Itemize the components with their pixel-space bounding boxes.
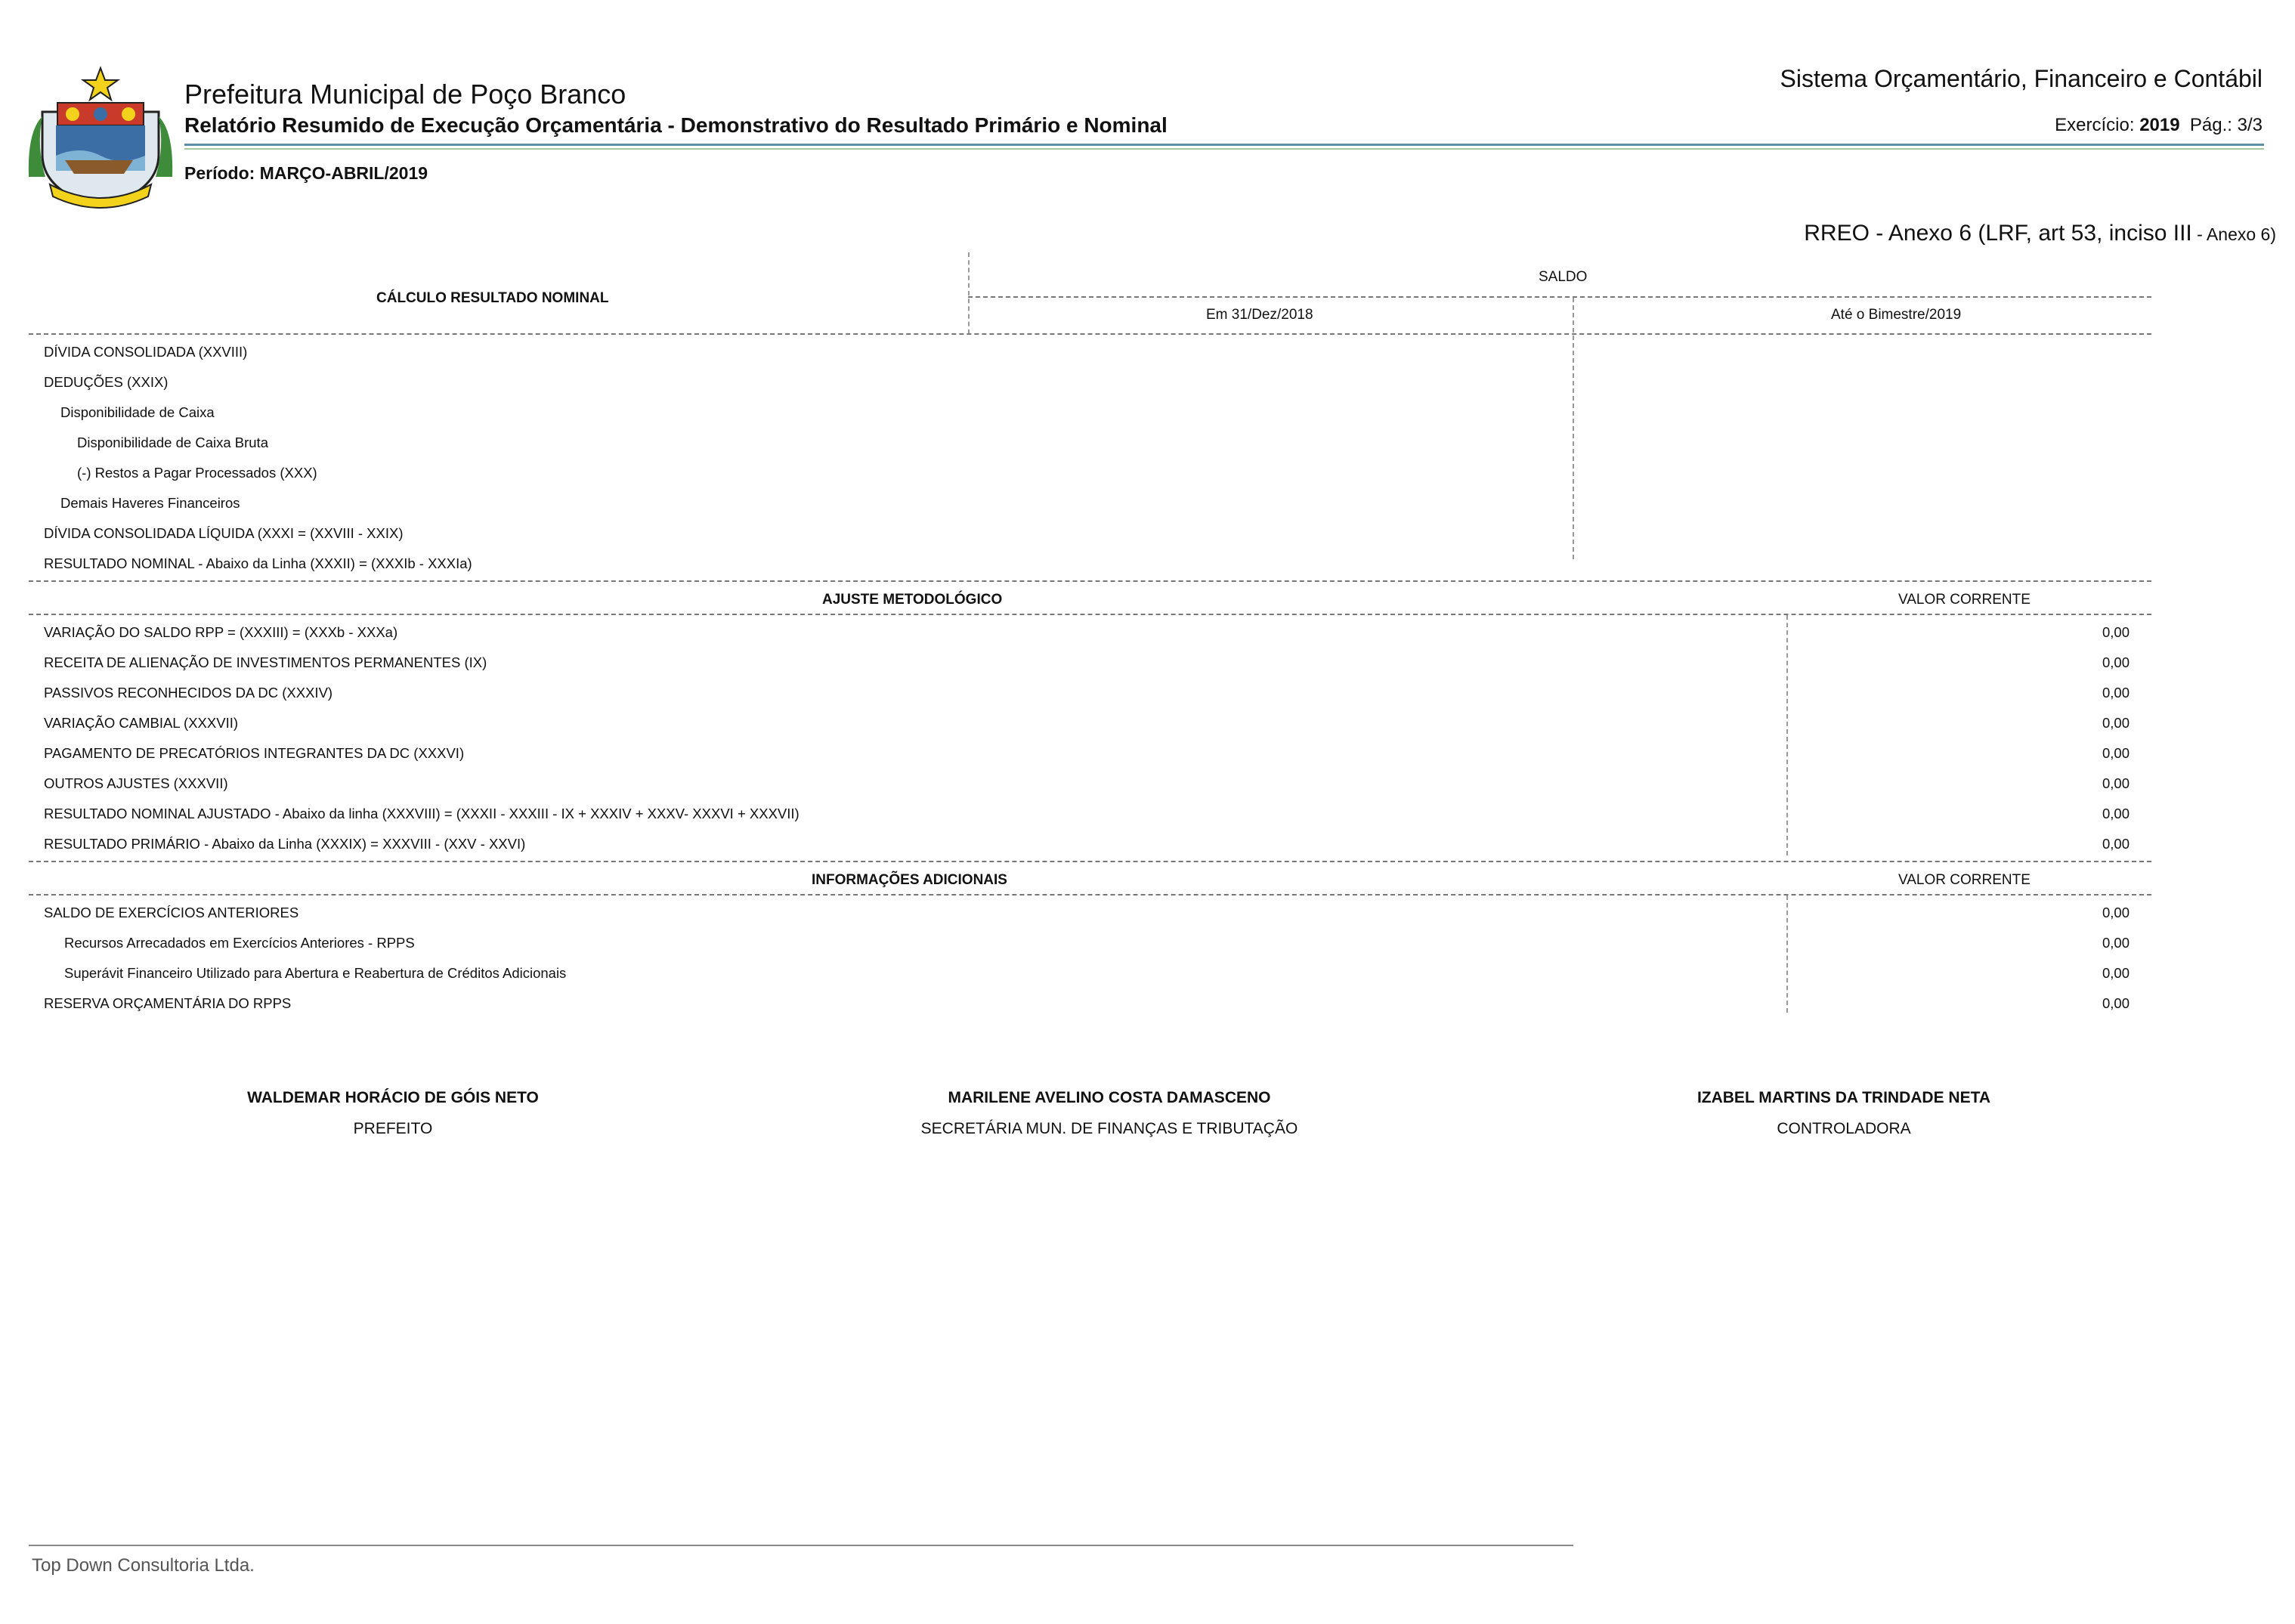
table-cell-value: 0,00 (2102, 654, 2130, 670)
table-cell-value: 0,00 (2102, 965, 2130, 981)
saldo-header: SALDO (1539, 269, 1588, 285)
column-separator (1786, 615, 1788, 855)
exercise-year: 2019 (2139, 115, 2180, 135)
table-row-label: Recursos Arrecadados em Exercícios Anteriores - RPPS (64, 935, 415, 951)
table-row-label: Demais Haveres Financeiros (60, 495, 240, 511)
table-cell-value: 0,00 (2102, 685, 2130, 701)
table-cell-value: 0,00 (2102, 935, 2130, 951)
section-rule (29, 614, 2151, 615)
ajuste-section-title: AJUSTE METODOLÓGICO (822, 592, 1003, 608)
column-separator (1573, 298, 1574, 559)
table-row-label: VARIAÇÃO CAMBIAL (XXXVII) (44, 715, 239, 731)
table-row-label: DÍVIDA CONSOLIDADA LÍQUIDA (XXXI = (XXVIII - XXIX) (44, 525, 404, 541)
table-row-label: DEDUÇÕES (XXIX) (44, 374, 169, 390)
nominal-section-title: CÁLCULO RESULTADO NOMINAL (376, 290, 609, 306)
annex-small: - Anexo 6) (2191, 224, 2276, 244)
table-cell-value: 0,00 (2102, 745, 2130, 761)
period-label: Período: MARÇO-ABRIL/2019 (184, 163, 428, 183)
header-divider (184, 144, 2264, 146)
signature-name: IZABEL MARTINS DA TRINDADE NETA (1697, 1089, 1991, 1106)
column-header-dez2018: Em 31/Dez/2018 (1206, 307, 1313, 323)
footer-divider (29, 1545, 1573, 1546)
table-cell-value: 0,00 (2102, 806, 2130, 821)
signature-role: CONTROLADORA (1777, 1120, 1911, 1137)
table-row-label: (-) Restos a Pagar Processados (XXX) (77, 465, 317, 481)
info-column-header: VALOR CORRENTE (1898, 872, 2031, 888)
annex-main: RREO - Anexo 6 (LRF, art 53, inciso III (1804, 221, 2192, 246)
table-row-label: RESERVA ORÇAMENTÁRIA DO RPPS (44, 995, 292, 1011)
table-row-label: PASSIVOS RECONHECIDOS DA DC (XXXIV) (44, 685, 333, 701)
table-row-label: RESULTADO NOMINAL - Abaixo da Linha (XXXII) = (XXXIb - XXXIa) (44, 555, 472, 571)
annex-reference (1804, 221, 2276, 246)
info-section-title: INFORMAÇÕES ADICIONAIS (812, 872, 1007, 888)
municipal-crest-logo (20, 63, 181, 212)
signature-name: MARILENE AVELINO COSTA DAMASCENO (948, 1089, 1271, 1106)
table-row-label: RESULTADO NOMINAL AJUSTADO - Abaixo da linha (XXXVIII) = (XXXII - XXXIII - IX + XXXIV + XXXV- XXXVI + XXXVII) (44, 806, 800, 821)
table-cell-value: 0,00 (2102, 905, 2130, 920)
footer-credit: Top Down Consultoria Ltda. (32, 1555, 255, 1576)
table-row-label: OUTROS AJUSTES (XXXVII) (44, 775, 228, 791)
system-name: Sistema Orçamentário, Financeiro e Contábil (1780, 65, 2263, 92)
table-cell-value: 0,00 (2102, 715, 2130, 731)
section-rule (29, 580, 2151, 582)
ajuste-column-header: VALOR CORRENTE (1898, 592, 2031, 608)
section-rule (29, 894, 2151, 896)
column-separator (1786, 896, 1788, 1013)
table-row-label: Superávit Financeiro Utilizado para Abertura e Reabertura de Créditos Adicionais (64, 965, 567, 981)
table-row-label: RECEITA DE ALIENAÇÃO DE INVESTIMENTOS PERMANENTES (IX) (44, 654, 487, 670)
table-cell-value: 0,00 (2102, 995, 2130, 1011)
table-row-label: DÍVIDA CONSOLIDADA (XXVIII) (44, 344, 248, 360)
exercise-info (2055, 115, 2263, 136)
table-row-label: Disponibilidade de Caixa Bruta (77, 435, 268, 450)
header-rule (29, 333, 2151, 335)
page-number: Pág.: 3/3 (2189, 115, 2263, 135)
table-row-label: VARIAÇÃO DO SALDO RPP = (XXXIII) = (XXXb - XXXa) (44, 624, 398, 640)
signature-role: SECRETÁRIA MUN. DE FINANÇAS E TRIBUTAÇÃO (920, 1120, 1298, 1137)
signature-role: PREFEITO (353, 1120, 433, 1137)
header-rule (968, 296, 2151, 298)
column-header-bimestre2019: Até o Bimestre/2019 (1831, 307, 1962, 323)
table-row-label: PAGAMENTO DE PRECATÓRIOS INTEGRANTES DA DC (XXXVI) (44, 745, 465, 761)
section-rule (29, 861, 2151, 862)
header-divider-accent (184, 148, 2264, 150)
table-cell-value: 0,00 (2102, 624, 2130, 640)
table-cell-value: 0,00 (2102, 836, 2130, 852)
exercise-label: Exercício: (2055, 115, 2135, 135)
column-separator (968, 252, 970, 334)
table-row-label: RESULTADO PRIMÁRIO - Abaixo da Linha (XXXIX) = XXXVIII - (XXV - XXVI) (44, 836, 526, 852)
organization-name: Prefeitura Municipal de Poço Branco (184, 79, 626, 110)
table-row-label: Disponibilidade de Caixa (60, 404, 215, 420)
table-cell-value: 0,00 (2102, 775, 2130, 791)
table-row-label: SALDO DE EXERCÍCIOS ANTERIORES (44, 905, 299, 920)
report-title: Relatório Resumido de Execução Orçamentária - Demonstrativo do Resultado Primário e Nominal (184, 113, 1168, 137)
signature-name: WALDEMAR HORÁCIO DE GÓIS NETO (247, 1089, 539, 1106)
